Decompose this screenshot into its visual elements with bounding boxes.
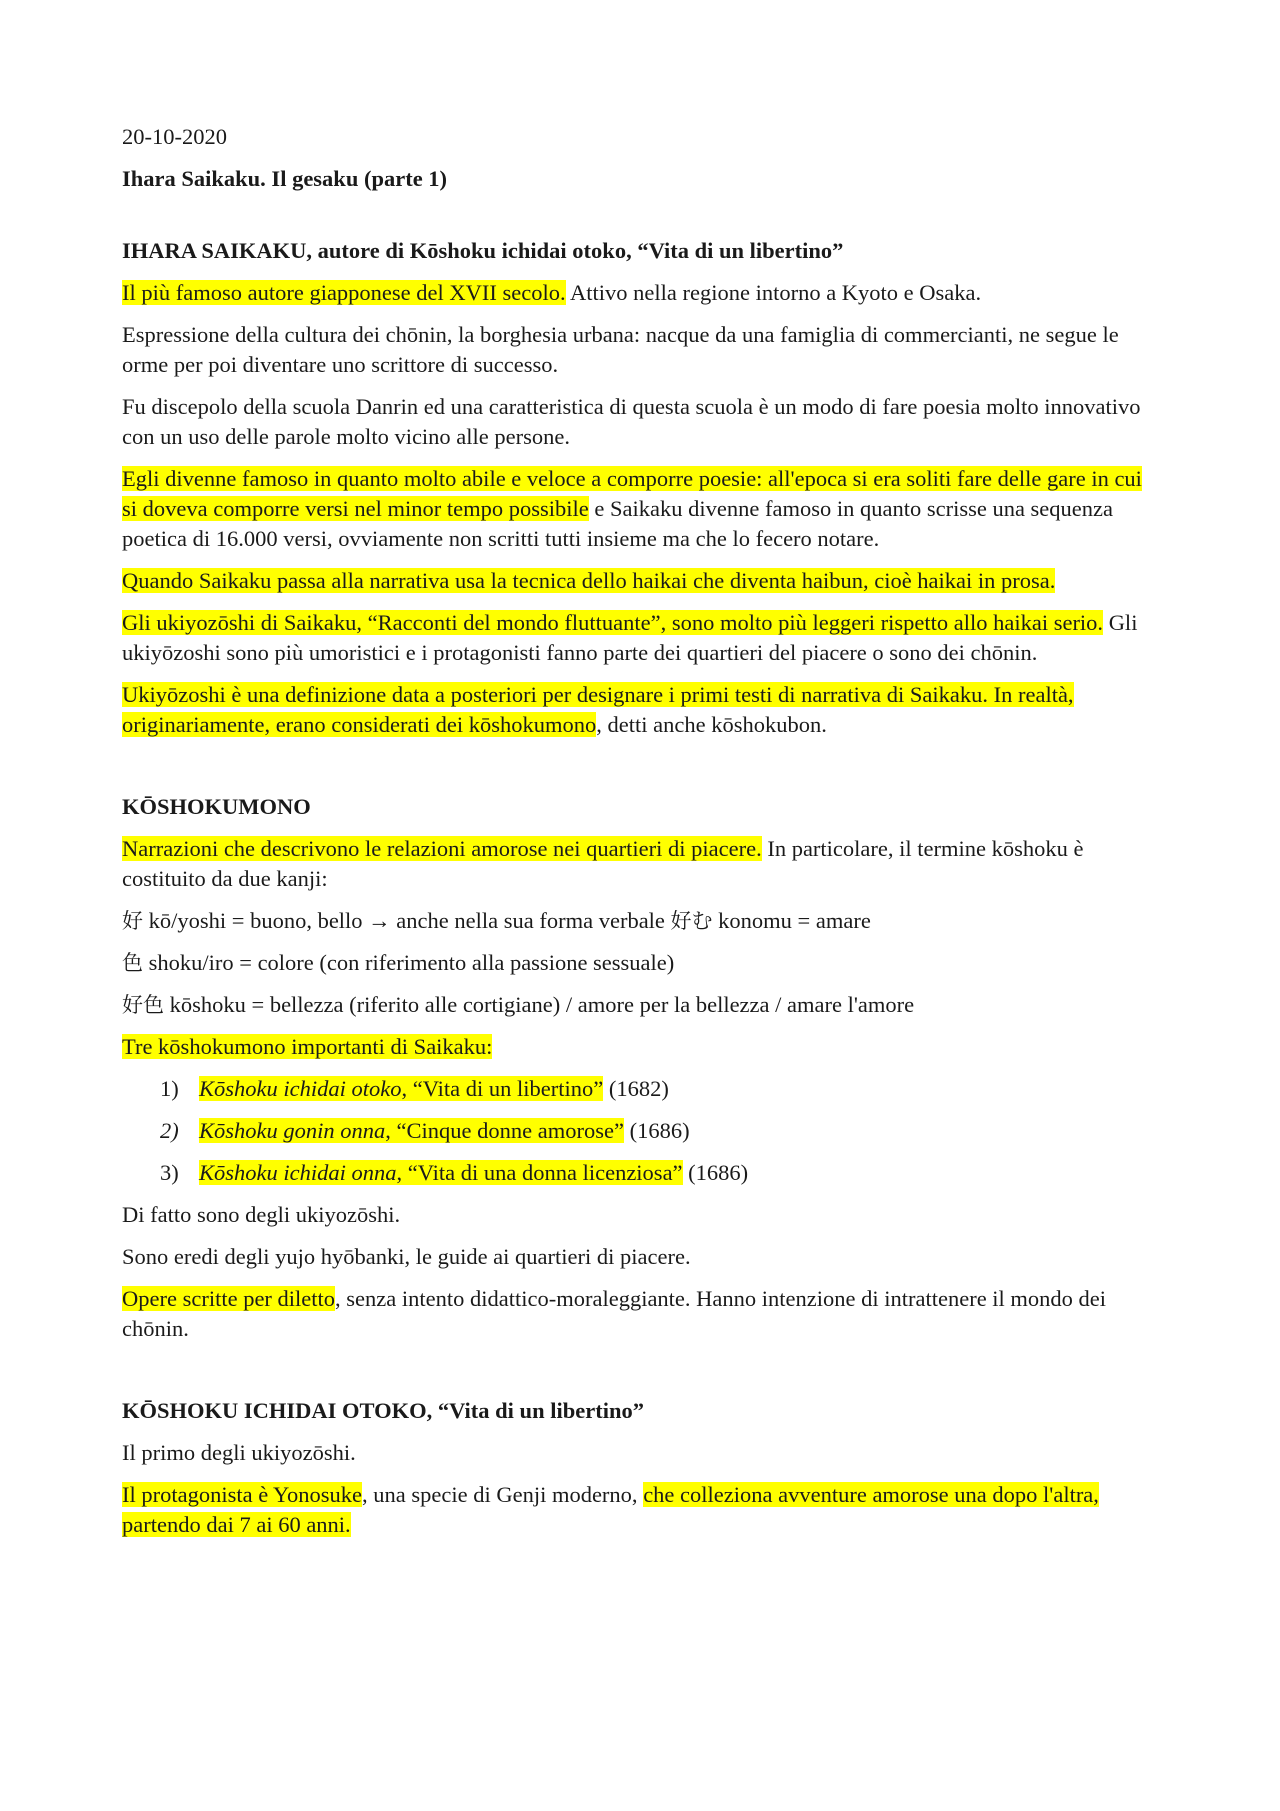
highlighted-text (199, 1160, 683, 1185)
paragraph (122, 834, 1162, 894)
kanji-glyph: 好 (122, 909, 143, 933)
paragraph (122, 1284, 1162, 1344)
doc-title: Ihara Saikaku. Il gesaku (parte 1) (122, 166, 448, 191)
work-title: Kōshoku ichidai otoko (199, 1076, 402, 1101)
highlighted-text: Il protagonista è Yonosuke (122, 1482, 362, 1507)
paragraph-text: Attivo nella regione intorno a Kyoto e Osaka. (565, 280, 982, 305)
section-heading-koshokumono: KŌSHOKUMONO (122, 794, 311, 819)
kanji-definition (122, 948, 1162, 978)
highlighted-text: Tre kōshokumono importanti di Saikaku: (122, 1034, 493, 1059)
list-number: 1) (160, 1076, 179, 1101)
paragraph-text: In particolare, il termine kōshoku è costituito da due kanji: (122, 836, 1084, 891)
paragraph-text: e Saikaku divenne famoso in quanto scrisse una sequenza poetica di 16.000 versi, ovviamente non scritti tutti insieme ma che lo fecero notare. (122, 496, 1114, 551)
highlighted-text: che colleziona avventure amorose una dopo l'altra, partendo dai 7 ai 60 anni. (122, 1482, 1099, 1537)
paragraph: Di fatto sono degli ukiyozōshi. (122, 1202, 401, 1227)
list-intro (122, 1032, 1162, 1062)
kanji-definition (122, 990, 1162, 1020)
paragraph-text: , senza intento didattico-moraleggiante. Hanno intenzione di intrattenere il mondo dei chōnin. (122, 1286, 1107, 1341)
works-list (122, 1074, 1162, 1188)
kanji-glyph: 好色 (122, 993, 164, 1017)
paragraph-text: , detti anche kōshokubon. (596, 712, 827, 737)
section-heading-koshoku-ichidai-otoko: KŌSHOKU ICHIDAI OTOKO, “Vita di un libertino” (122, 1398, 644, 1423)
work-year: (1686) (682, 1160, 749, 1185)
paragraph (122, 680, 1162, 740)
date-line: 20-10-2020 (122, 124, 227, 149)
paragraph: Fu discepolo della scuola Danrin ed una caratteristica di questa scuola è un modo di fare poesia molto innovativo con un uso delle parole molto vicino alle persone. (122, 394, 1141, 449)
list-item (122, 1074, 1162, 1104)
paragraph: Espressione della cultura dei chōnin, la borghesia urbana: nacque da una famiglia di commercianti, ne segue le orme per poi diventare uno scrittore di successo. (122, 322, 1119, 377)
work-title: Kōshoku ichidai onna (199, 1160, 397, 1185)
definition-text: konomu = amare (712, 908, 871, 933)
highlighted-text: Il più famoso autore giapponese del XVII secolo. (122, 280, 566, 305)
kanji-glyph: 色 (122, 951, 143, 975)
highlighted-text: Narrazioni che descrivono le relazioni amorose nei quartieri di piacere. (122, 836, 762, 861)
paragraph (122, 608, 1162, 668)
highlighted-text (199, 1076, 603, 1101)
work-subtitle: , “Vita di una donna licenziosa” (396, 1160, 683, 1185)
paragraph (122, 1480, 1162, 1540)
highlighted-text: Opere scritte per diletto (122, 1286, 336, 1311)
highlighted-text: Ukiyōzoshi è una definizione data a posteriori per designare i primi testi di narrativa di Saikaku. In realtà, originariamente, erano considerati dei kōshokumono (122, 682, 1074, 737)
kanji-definition (122, 906, 1162, 936)
highlighted-text: Quando Saikaku passa alla narrativa usa la tecnica dello haikai che diventa haibun, cioè haikai in prosa. (122, 568, 1056, 593)
paragraph (122, 464, 1162, 554)
paragraph-text: Gli ukiyōzoshi sono più umoristici e i protagonisti fanno parte dei quartieri del piacere o sono dei chōnin. (122, 610, 1138, 665)
paragraph (122, 566, 1162, 596)
highlighted-text: Gli ukiyozōshi di Saikaku, “Racconti del mondo fluttuante”, sono molto più leggeri rispetto allo haikai serio. (122, 610, 1104, 635)
section-heading-saikaku: IHARA SAIKAKU, autore di Kōshoku ichidai otoko, “Vita di un libertino” (122, 238, 844, 263)
paragraph-text: , una specie di Genji moderno, (362, 1482, 644, 1507)
work-subtitle: , “Cinque donne amorose” (385, 1118, 624, 1143)
work-title: Kōshoku gonin onna (199, 1118, 386, 1143)
work-subtitle: , “Vita di un libertino” (401, 1076, 604, 1101)
list-item (122, 1158, 1162, 1188)
paragraph: Sono eredi degli yujo hyōbanki, le guide ai quartieri di piacere. (122, 1244, 691, 1269)
work-year: (1686) (623, 1118, 690, 1143)
list-item (122, 1116, 1162, 1146)
list-number: 2) (160, 1118, 179, 1143)
definition-text: kōshoku = bellezza (riferito alle cortigiane) / amore per la bellezza / amare l'amore (164, 992, 915, 1017)
paragraph: Il primo degli ukiyozōshi. (122, 1440, 356, 1465)
paragraph (122, 278, 1162, 308)
kanji-glyph: 好む (670, 909, 713, 933)
highlighted-text (199, 1118, 624, 1143)
work-year: (1682) (603, 1076, 669, 1101)
document-page (122, 122, 1162, 1552)
definition-text: shoku/iro = colore (con riferimento alla passione sessuale) (143, 950, 675, 975)
definition-text: kō/yoshi = buono, bello → anche nella sua forma verbale (143, 908, 671, 933)
highlighted-text: Egli divenne famoso in quanto molto abile e veloce a comporre poesie: all'epoca si era soliti fare delle gare in cui si doveva comporre versi nel minor tempo possibile (122, 466, 1142, 521)
list-number: 3) (160, 1160, 179, 1185)
